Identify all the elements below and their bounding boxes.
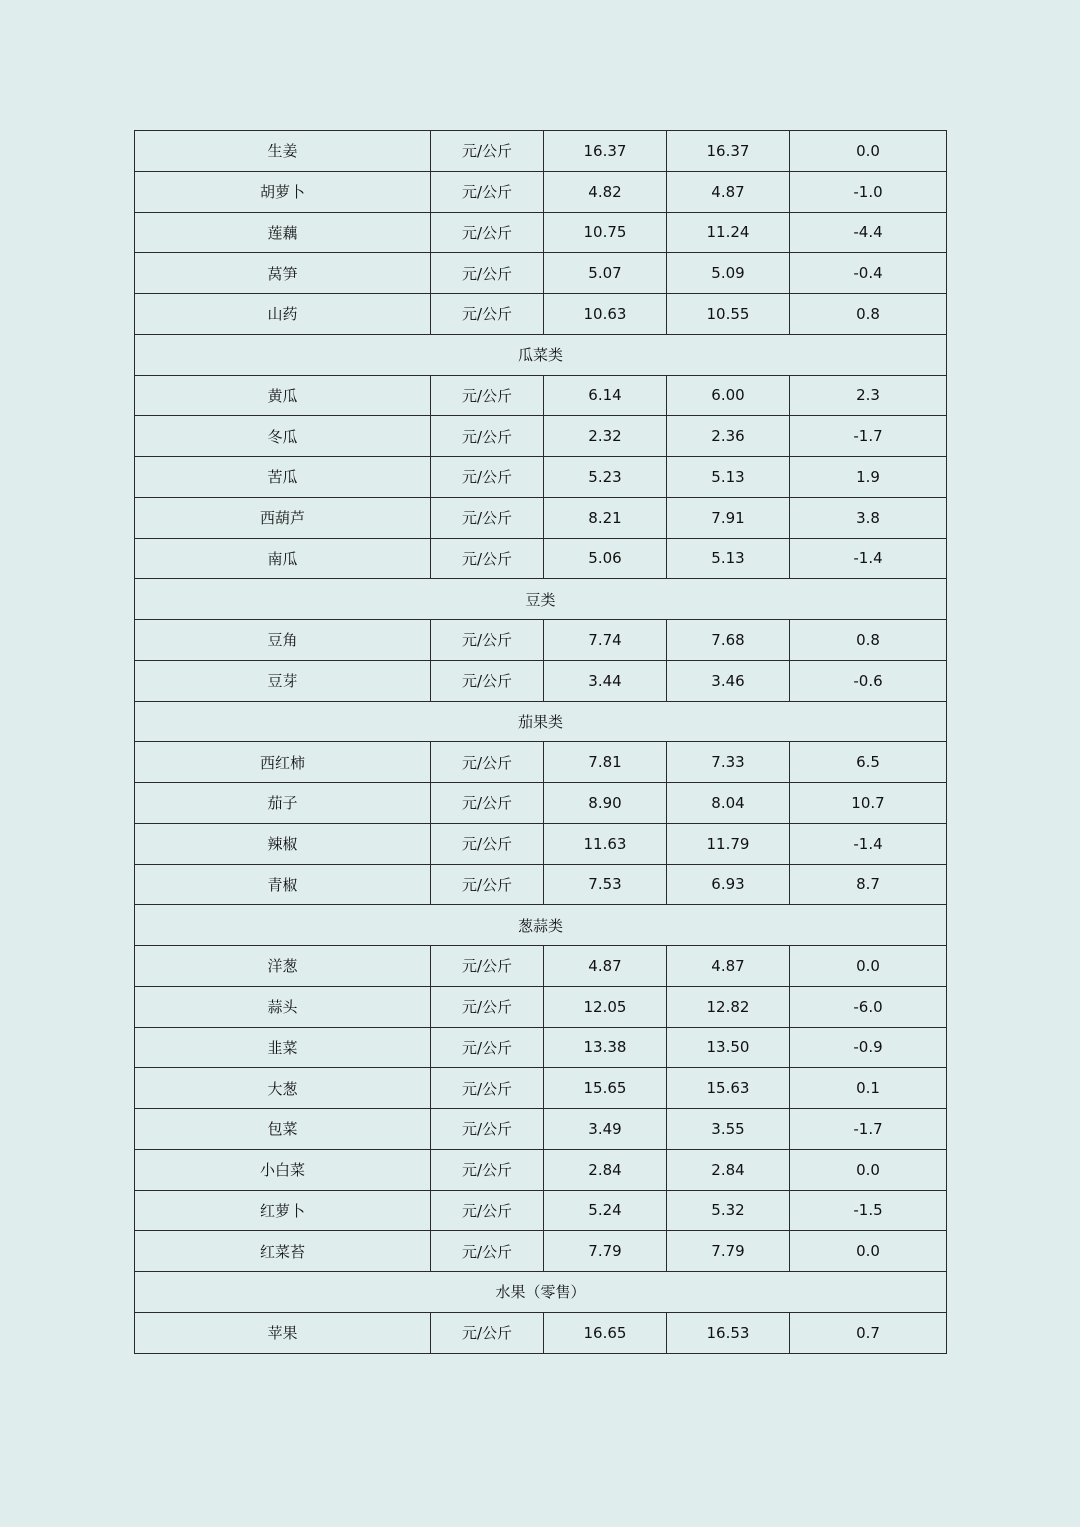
product-name-cell: 小白菜: [135, 1149, 431, 1190]
current-price-cell: 3.44: [544, 660, 667, 701]
change-percent-cell: 10.7: [790, 783, 947, 824]
change-percent-cell: 0.0: [790, 131, 947, 172]
price-table: [134, 130, 947, 1354]
category-row: [135, 905, 947, 946]
change-percent-cell: 0.1: [790, 1068, 947, 1109]
previous-price-cell: 7.68: [667, 620, 790, 661]
change-percent-cell: -0.6: [790, 660, 947, 701]
current-price-cell: 6.14: [544, 375, 667, 416]
product-name-cell: 黄瓜: [135, 375, 431, 416]
table-row: [135, 375, 947, 416]
previous-price-cell: 2.84: [667, 1149, 790, 1190]
unit-cell: 元/公斤: [431, 375, 544, 416]
previous-price-cell: 5.13: [667, 457, 790, 498]
change-percent-cell: -6.0: [790, 986, 947, 1027]
unit-cell: 元/公斤: [431, 253, 544, 294]
unit-cell: 元/公斤: [431, 1149, 544, 1190]
category-label: 瓜菜类: [135, 334, 947, 375]
previous-price-cell: 4.87: [667, 171, 790, 212]
table-row: [135, 1312, 947, 1353]
category-label: 葱蒜类: [135, 905, 947, 946]
category-label: 豆类: [135, 579, 947, 620]
table-row: [135, 660, 947, 701]
table-row: [135, 171, 947, 212]
unit-cell: 元/公斤: [431, 1027, 544, 1068]
change-percent-cell: -0.4: [790, 253, 947, 294]
current-price-cell: 10.63: [544, 294, 667, 335]
product-name-cell: 洋葱: [135, 946, 431, 987]
unit-cell: 元/公斤: [431, 1109, 544, 1150]
current-price-cell: 10.75: [544, 212, 667, 253]
current-price-cell: 15.65: [544, 1068, 667, 1109]
unit-cell: 元/公斤: [431, 1231, 544, 1272]
product-name-cell: 生姜: [135, 131, 431, 172]
table-row: [135, 1068, 947, 1109]
change-percent-cell: 8.7: [790, 864, 947, 905]
previous-price-cell: 2.36: [667, 416, 790, 457]
previous-price-cell: 12.82: [667, 986, 790, 1027]
previous-price-cell: 3.46: [667, 660, 790, 701]
product-name-cell: 豆芽: [135, 660, 431, 701]
table-row: [135, 620, 947, 661]
change-percent-cell: 3.8: [790, 497, 947, 538]
unit-cell: 元/公斤: [431, 1068, 544, 1109]
current-price-cell: 5.24: [544, 1190, 667, 1231]
change-percent-cell: -4.4: [790, 212, 947, 253]
current-price-cell: 13.38: [544, 1027, 667, 1068]
product-name-cell: 大葱: [135, 1068, 431, 1109]
unit-cell: 元/公斤: [431, 212, 544, 253]
category-row: [135, 1272, 947, 1313]
previous-price-cell: 11.79: [667, 823, 790, 864]
product-name-cell: 莴笋: [135, 253, 431, 294]
category-row: [135, 334, 947, 375]
unit-cell: 元/公斤: [431, 986, 544, 1027]
change-percent-cell: 0.0: [790, 946, 947, 987]
product-name-cell: 蒜头: [135, 986, 431, 1027]
table-row: [135, 823, 947, 864]
previous-price-cell: 7.79: [667, 1231, 790, 1272]
current-price-cell: 2.32: [544, 416, 667, 457]
product-name-cell: 山药: [135, 294, 431, 335]
current-price-cell: 7.81: [544, 742, 667, 783]
product-name-cell: 西葫芦: [135, 497, 431, 538]
table-row: [135, 742, 947, 783]
current-price-cell: 5.07: [544, 253, 667, 294]
product-name-cell: 南瓜: [135, 538, 431, 579]
unit-cell: 元/公斤: [431, 131, 544, 172]
unit-cell: 元/公斤: [431, 660, 544, 701]
table-row: [135, 1149, 947, 1190]
price-table-body: [135, 131, 947, 1354]
table-row: [135, 253, 947, 294]
unit-cell: 元/公斤: [431, 783, 544, 824]
previous-price-cell: 5.32: [667, 1190, 790, 1231]
previous-price-cell: 5.09: [667, 253, 790, 294]
unit-cell: 元/公斤: [431, 457, 544, 498]
category-label: 水果（零售）: [135, 1272, 947, 1313]
change-percent-cell: 2.3: [790, 375, 947, 416]
product-name-cell: 莲藕: [135, 212, 431, 253]
previous-price-cell: 10.55: [667, 294, 790, 335]
current-price-cell: 7.79: [544, 1231, 667, 1272]
unit-cell: 元/公斤: [431, 1312, 544, 1353]
current-price-cell: 11.63: [544, 823, 667, 864]
product-name-cell: 苦瓜: [135, 457, 431, 498]
change-percent-cell: 6.5: [790, 742, 947, 783]
previous-price-cell: 8.04: [667, 783, 790, 824]
unit-cell: 元/公斤: [431, 416, 544, 457]
product-name-cell: 韭菜: [135, 1027, 431, 1068]
unit-cell: 元/公斤: [431, 946, 544, 987]
product-name-cell: 西红柿: [135, 742, 431, 783]
category-row: [135, 579, 947, 620]
category-row: [135, 701, 947, 742]
table-row: [135, 986, 947, 1027]
product-name-cell: 包菜: [135, 1109, 431, 1150]
previous-price-cell: 15.63: [667, 1068, 790, 1109]
product-name-cell: 冬瓜: [135, 416, 431, 457]
table-row: [135, 1027, 947, 1068]
unit-cell: 元/公斤: [431, 823, 544, 864]
previous-price-cell: 6.93: [667, 864, 790, 905]
product-name-cell: 胡萝卜: [135, 171, 431, 212]
change-percent-cell: 0.8: [790, 620, 947, 661]
change-percent-cell: -1.7: [790, 416, 947, 457]
current-price-cell: 8.21: [544, 497, 667, 538]
previous-price-cell: 6.00: [667, 375, 790, 416]
change-percent-cell: 0.0: [790, 1231, 947, 1272]
unit-cell: 元/公斤: [431, 742, 544, 783]
table-row: [135, 131, 947, 172]
table-row: [135, 538, 947, 579]
current-price-cell: 12.05: [544, 986, 667, 1027]
product-name-cell: 苹果: [135, 1312, 431, 1353]
unit-cell: 元/公斤: [431, 294, 544, 335]
product-name-cell: 红菜苔: [135, 1231, 431, 1272]
current-price-cell: 3.49: [544, 1109, 667, 1150]
table-row: [135, 1190, 947, 1231]
current-price-cell: 5.23: [544, 457, 667, 498]
change-percent-cell: 1.9: [790, 457, 947, 498]
unit-cell: 元/公斤: [431, 864, 544, 905]
change-percent-cell: -1.0: [790, 171, 947, 212]
table-row: [135, 497, 947, 538]
current-price-cell: 4.82: [544, 171, 667, 212]
category-label: 茄果类: [135, 701, 947, 742]
current-price-cell: 2.84: [544, 1149, 667, 1190]
table-row: [135, 1231, 947, 1272]
product-name-cell: 辣椒: [135, 823, 431, 864]
product-name-cell: 豆角: [135, 620, 431, 661]
unit-cell: 元/公斤: [431, 620, 544, 661]
current-price-cell: 7.74: [544, 620, 667, 661]
previous-price-cell: 3.55: [667, 1109, 790, 1150]
change-percent-cell: -1.4: [790, 538, 947, 579]
change-percent-cell: 0.0: [790, 1149, 947, 1190]
table-row: [135, 294, 947, 335]
change-percent-cell: 0.7: [790, 1312, 947, 1353]
change-percent-cell: -1.7: [790, 1109, 947, 1150]
unit-cell: 元/公斤: [431, 497, 544, 538]
current-price-cell: 5.06: [544, 538, 667, 579]
table-row: [135, 946, 947, 987]
unit-cell: 元/公斤: [431, 1190, 544, 1231]
current-price-cell: 16.37: [544, 131, 667, 172]
current-price-cell: 7.53: [544, 864, 667, 905]
current-price-cell: 8.90: [544, 783, 667, 824]
table-row: [135, 783, 947, 824]
table-row: [135, 864, 947, 905]
previous-price-cell: 4.87: [667, 946, 790, 987]
previous-price-cell: 7.33: [667, 742, 790, 783]
previous-price-cell: 7.91: [667, 497, 790, 538]
change-percent-cell: 0.8: [790, 294, 947, 335]
change-percent-cell: -0.9: [790, 1027, 947, 1068]
previous-price-cell: 13.50: [667, 1027, 790, 1068]
change-percent-cell: -1.5: [790, 1190, 947, 1231]
unit-cell: 元/公斤: [431, 538, 544, 579]
product-name-cell: 红萝卜: [135, 1190, 431, 1231]
previous-price-cell: 11.24: [667, 212, 790, 253]
previous-price-cell: 5.13: [667, 538, 790, 579]
current-price-cell: 4.87: [544, 946, 667, 987]
table-row: [135, 1109, 947, 1150]
current-price-cell: 16.65: [544, 1312, 667, 1353]
table-row: [135, 416, 947, 457]
product-name-cell: 茄子: [135, 783, 431, 824]
product-name-cell: 青椒: [135, 864, 431, 905]
change-percent-cell: -1.4: [790, 823, 947, 864]
table-row: [135, 212, 947, 253]
table-row: [135, 457, 947, 498]
previous-price-cell: 16.37: [667, 131, 790, 172]
previous-price-cell: 16.53: [667, 1312, 790, 1353]
unit-cell: 元/公斤: [431, 171, 544, 212]
